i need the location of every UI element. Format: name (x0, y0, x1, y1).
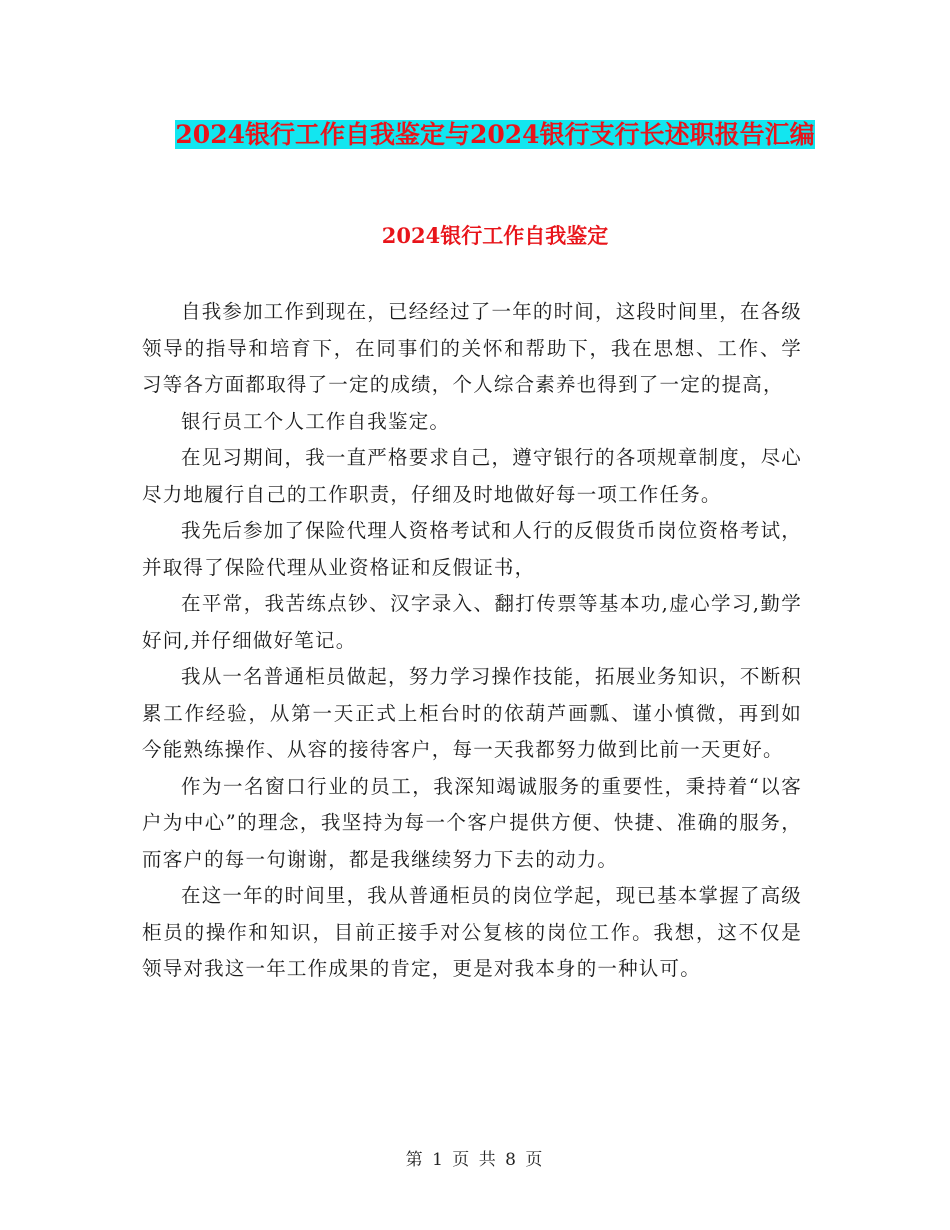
paragraph: 在平常，我苦练点钞、汉字录入、翻打传票等基本功,虚心学习,勤学好问,并仔细做好笔记。 (142, 592, 802, 652)
paragraph: 我先后参加了保险代理人资格考试和人行的反假货币岗位资格考试，并取得了保险代理从业资格证和反假证书， (142, 519, 803, 579)
paragraph: 在见习期间，我一直严格要求自己，遵守银行的各项规章制度，尽心尽力地履行自己的工作职责，仔细及时地做好每一项工作任务。 (142, 446, 803, 506)
paragraph: 银行员工个人工作自我鉴定。 (181, 409, 451, 433)
document-title (140, 112, 850, 158)
document-title-text: 2024银行工作自我鉴定与2024银行支行长述职报告汇编 (175, 120, 815, 149)
paragraph: 作为一名窗口行业的员工，我深知竭诚服务的重要性，秉持着“以客户为中心”的理念，我坚持为每一个客户提供方便、快捷、准确的服务，而客户的每一句谢谢，都是我继续努力下去的动力。 (142, 774, 802, 871)
paragraph: 在这一年的时间里，我从普通柜员的岗位学起，现已基本掌握了高级柜员的操作和知识，目前正接手对公复核的岗位工作。我想，这不仅是领导对我这一年工作成果的肯定，更是对我本身的一种认可。 (142, 884, 803, 980)
page-footer: 第 1 页 共 8 页 (405, 1150, 545, 1170)
paragraph: 自我参加工作到现在，已经经过了一年的时间，这段时间里，在各级领导的指导和培育下，在同事们的关怀和帮助下，我在思想、工作、学习等各方面都取得了一定的成绩，个人综合素养也得到了一定的提高， (142, 300, 803, 396)
paragraph: 我从一名普通柜员做起，努力学习操作技能，拓展业务知识，不断积累工作经验，从第一天正式上柜台时的依葫芦画瓢、谨小慎微，再到如今能熟练操作、从容的接待客户，每一天我都努力做到比前一天更好。 (142, 665, 803, 761)
document-body (142, 294, 802, 988)
section-title: 2024银行工作自我鉴定 (381, 223, 609, 248)
